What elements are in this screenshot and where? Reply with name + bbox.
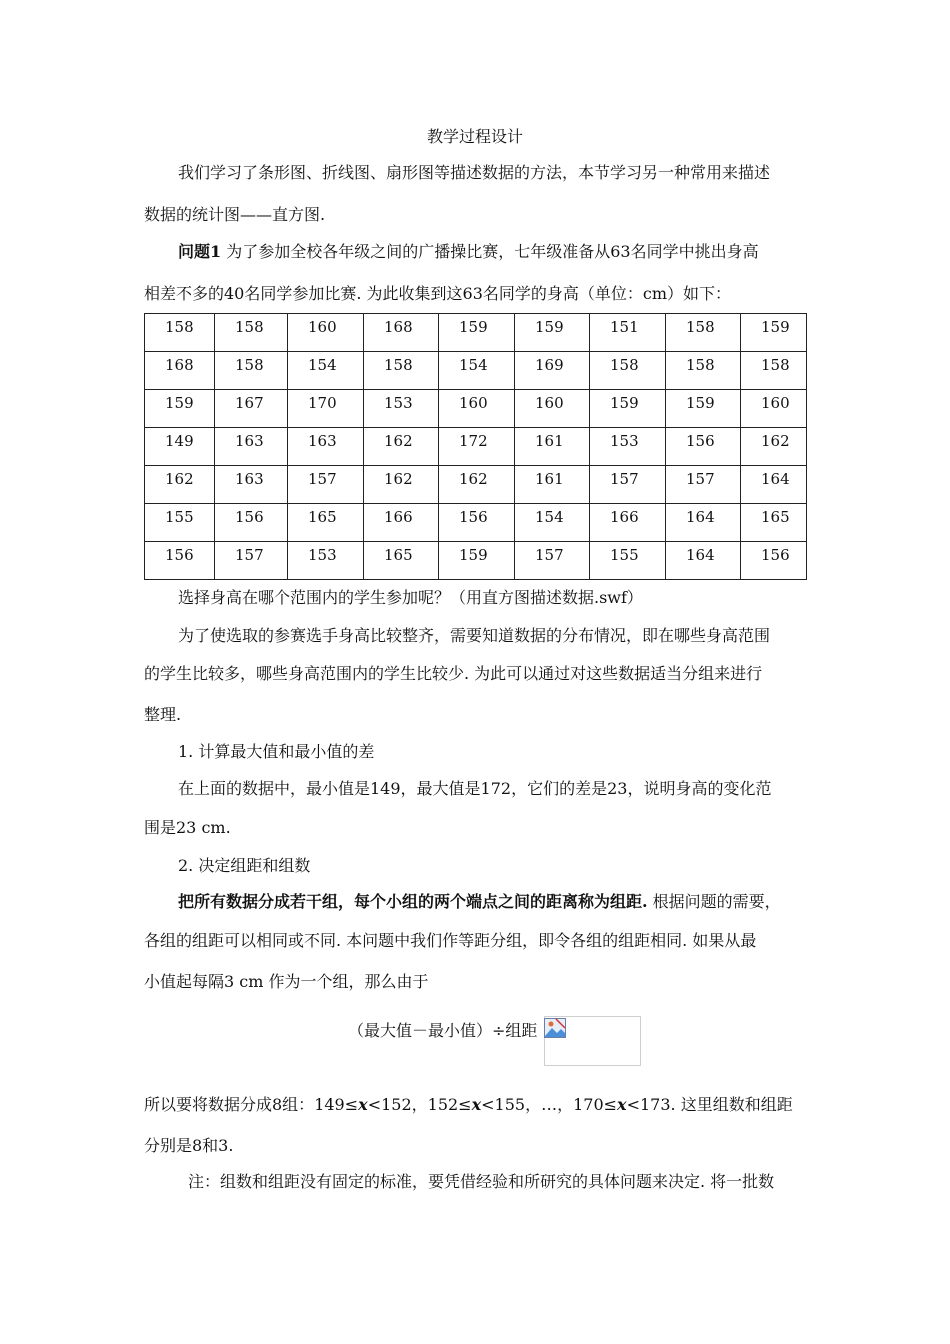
step2-line-2: 各组的组距可以相同或不同. 本问题中我们作等距分组，即令各组的组距相同. 如果从最 (144, 931, 757, 950)
table-cell: 156 (215, 504, 288, 542)
problem-line-2: 相差不多的40名同学参加比赛. 为此收集到这63名同学的身高（单位：cm）如下： (144, 284, 732, 303)
intro-line-1: 我们学习了条形图、折线图、扇形图等描述数据的方法，本节学习另一种常用来描述 (178, 163, 771, 182)
table-cell: 163 (288, 428, 364, 466)
table-cell: 156 (145, 542, 215, 580)
table-cell: 162 (439, 466, 515, 504)
table-cell: 166 (364, 504, 439, 542)
table-cell: 156 (666, 428, 741, 466)
table-row (145, 504, 807, 542)
table-cell: 160 (515, 390, 590, 428)
table-cell: 153 (590, 428, 666, 466)
table-cell: 158 (364, 352, 439, 390)
table-cell: 158 (741, 352, 807, 390)
group-width-definition: 把所有数据分成若干组，每个小组的两个端点之间的距离称为组距. (178, 892, 648, 911)
table-cell: 158 (590, 352, 666, 390)
table-cell: 166 (590, 504, 666, 542)
table-cell: 159 (666, 390, 741, 428)
table-cell: 157 (288, 466, 364, 504)
problem-label: 问题1 (178, 242, 222, 261)
table-cell: 172 (439, 428, 515, 466)
height-data-table (144, 313, 807, 580)
table-cell: 149 (145, 428, 215, 466)
range-3-start: 170≤ (573, 1095, 618, 1114)
question-line: 选择身高在哪个范围内的学生参加呢？（用直方图描述数据.swf） (178, 588, 643, 607)
table-cell: 155 (145, 504, 215, 542)
table-cell: 168 (364, 314, 439, 352)
range-1-start: 149≤ (314, 1095, 359, 1114)
range-3-end: <173. 这里组数和组距 (626, 1095, 793, 1114)
table-row (145, 542, 807, 580)
table-cell: 165 (364, 542, 439, 580)
table-cell: 156 (439, 504, 515, 542)
table-cell: 161 (515, 466, 590, 504)
table-cell: 157 (666, 466, 741, 504)
step2-line-3: 小值起每隔3 cm 作为一个组，那么由于 (144, 972, 429, 991)
table-cell: 159 (590, 390, 666, 428)
table-cell: 162 (364, 428, 439, 466)
table-cell: 159 (515, 314, 590, 352)
table-row (145, 390, 807, 428)
range-1-end: <152， (367, 1095, 428, 1114)
broken-image-icon (544, 1018, 566, 1038)
table-row (145, 428, 807, 466)
table-body (145, 314, 807, 580)
table-cell: 153 (288, 542, 364, 580)
step2-heading: 2. 决定组距和组数 (178, 856, 311, 875)
table-cell: 162 (364, 466, 439, 504)
table-cell: 161 (515, 428, 590, 466)
intro-line-2: 数据的统计图——直方图. (144, 205, 326, 224)
table-cell: 157 (515, 542, 590, 580)
table-cell: 170 (288, 390, 364, 428)
problem-line-1 (178, 242, 759, 262)
table-cell: 158 (215, 352, 288, 390)
table-cell: 154 (439, 352, 515, 390)
groups-prefix: 所以要将数据分成8组： (144, 1095, 315, 1114)
table-cell: 153 (364, 390, 439, 428)
table-cell: 164 (741, 466, 807, 504)
range-2-start: 152≤ (427, 1095, 472, 1114)
table-cell: 163 (215, 428, 288, 466)
table-cell: 156 (741, 542, 807, 580)
table-row (145, 466, 807, 504)
step1-line-1: 在上面的数据中，最小值是149，最大值是172，它们的差是23，说明身高的变化范 (178, 779, 772, 798)
table-cell: 159 (741, 314, 807, 352)
table-cell: 165 (741, 504, 807, 542)
table-cell: 157 (215, 542, 288, 580)
table-cell: 158 (666, 314, 741, 352)
groups-line-1 (144, 1095, 793, 1115)
groups-line-2: 分别是8和3. (144, 1136, 234, 1155)
para1-line-1: 为了使选取的参赛选手身高比较整齐，需要知道数据的分布情况，即在哪些身高范围 (178, 626, 771, 645)
var-x-1: x (358, 1095, 368, 1114)
table-cell: 168 (145, 352, 215, 390)
table-cell: 154 (288, 352, 364, 390)
para1-line-3: 整理. (144, 705, 182, 724)
table-cell: 159 (439, 542, 515, 580)
var-x-3: x (617, 1095, 627, 1114)
table-cell: 160 (439, 390, 515, 428)
table-cell: 158 (145, 314, 215, 352)
table-cell: 160 (741, 390, 807, 428)
table-cell: 164 (666, 504, 741, 542)
page-title: 教学过程设计 (426, 127, 523, 146)
table-cell: 157 (590, 466, 666, 504)
note-line: 注：组数和组距没有固定的标准，要凭借经验和所研究的具体问题来决定. 将一批数 (188, 1172, 775, 1191)
table-cell: 165 (288, 504, 364, 542)
step1-heading: 1. 计算最大值和最小值的差 (178, 742, 375, 761)
para1-line-2: 的学生比较多，哪些身高范围内的学生比较少. 为此可以通过对这些数据适当分组来进行 (144, 664, 763, 683)
table-cell: 159 (145, 390, 215, 428)
formula-text: （最大值－最小值）÷组距 (348, 1021, 538, 1040)
table-cell: 164 (666, 542, 741, 580)
table-cell: 169 (515, 352, 590, 390)
step2-line-1-rest: 根据问题的需要， (647, 892, 781, 911)
table-cell: 151 (590, 314, 666, 352)
table-cell: 162 (145, 466, 215, 504)
var-x-2: x (471, 1095, 482, 1114)
problem-text-1: 为了参加全校各年级之间的广播操比赛，七年级准备从63名同学中挑出身高 (221, 242, 759, 261)
table-row (145, 314, 807, 352)
table-cell: 158 (215, 314, 288, 352)
table-row (145, 352, 807, 390)
table-cell: 160 (288, 314, 364, 352)
table-cell: 159 (439, 314, 515, 352)
table-cell: 154 (515, 504, 590, 542)
table-cell: 155 (590, 542, 666, 580)
table-cell: 163 (215, 466, 288, 504)
step2-line-1 (178, 892, 781, 912)
table-cell: 162 (741, 428, 807, 466)
step1-line-2: 围是23 cm. (144, 818, 231, 837)
range-2-end: <155，…， (481, 1095, 574, 1114)
table-cell: 158 (666, 352, 741, 390)
table-cell: 167 (215, 390, 288, 428)
